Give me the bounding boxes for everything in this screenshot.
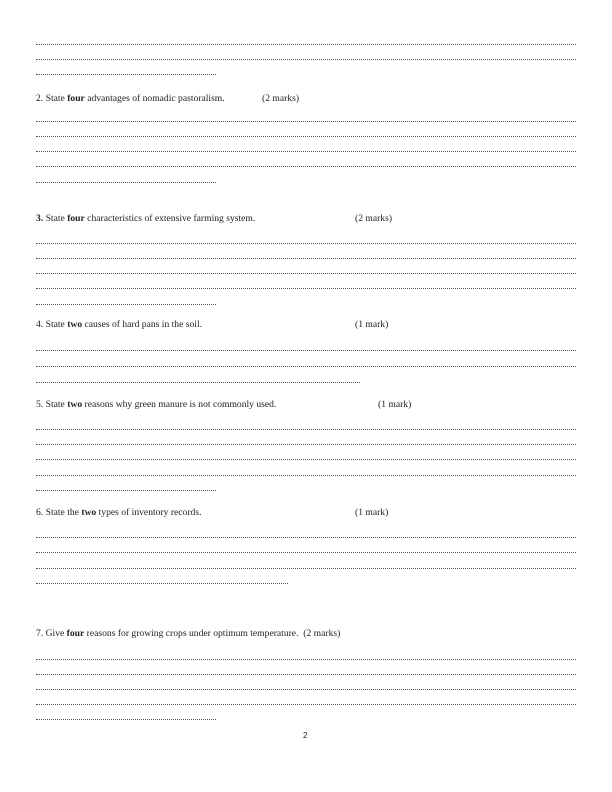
answer-line[interactable] xyxy=(36,166,576,167)
answer-line[interactable] xyxy=(36,350,576,351)
answer-line[interactable] xyxy=(36,243,576,244)
answer-line[interactable] xyxy=(36,674,576,675)
answer-line[interactable] xyxy=(36,273,576,274)
page-number: 2 xyxy=(303,731,308,740)
answer-line[interactable] xyxy=(36,121,576,122)
answer-line[interactable] xyxy=(36,429,576,430)
answer-line[interactable] xyxy=(36,304,216,305)
question-6: 6. State the two types of inventory records. xyxy=(36,507,202,518)
answer-line[interactable] xyxy=(36,288,576,289)
answer-line[interactable] xyxy=(36,59,576,60)
question-7-marks: (2 marks) xyxy=(303,628,341,639)
answer-line[interactable] xyxy=(36,689,576,690)
answer-line[interactable] xyxy=(36,704,576,705)
answer-line[interactable] xyxy=(36,366,576,367)
answer-line[interactable] xyxy=(36,258,576,259)
answer-line[interactable] xyxy=(36,537,576,538)
question-4: 4. State two causes of hard pans in the soil. xyxy=(36,319,203,330)
answer-line[interactable] xyxy=(36,475,576,476)
answer-line[interactable] xyxy=(36,44,576,45)
answer-line[interactable] xyxy=(36,459,576,460)
answer-line[interactable] xyxy=(36,182,216,183)
question-3: 3. State four characteristics of extensive farming system. xyxy=(36,213,256,224)
question-3-marks: (2 marks) xyxy=(355,213,393,224)
answer-line[interactable] xyxy=(36,659,576,660)
answer-line[interactable] xyxy=(36,151,576,152)
answer-line[interactable] xyxy=(36,490,216,491)
question-5-marks: (1 mark) xyxy=(378,399,412,410)
question-2: 2. State four advantages of nomadic pastoralism. xyxy=(36,93,225,104)
question-5: 5. State two reasons why green manure is not commonly used. xyxy=(36,399,277,410)
answer-line[interactable] xyxy=(36,568,576,569)
answer-line[interactable] xyxy=(36,552,576,553)
answer-line[interactable] xyxy=(36,583,288,584)
question-7: 7. Give four reasons for growing crops under optimum temperature. (2 marks) xyxy=(36,628,341,639)
question-6-marks: (1 mark) xyxy=(355,507,389,518)
answer-line[interactable] xyxy=(36,444,576,445)
question-2-marks: (2 marks) xyxy=(262,93,300,104)
question-4-marks: (1 mark) xyxy=(355,319,389,330)
answer-line[interactable] xyxy=(36,136,576,137)
answer-line[interactable] xyxy=(36,719,216,720)
answer-line[interactable] xyxy=(36,382,360,383)
answer-line[interactable] xyxy=(36,74,216,75)
